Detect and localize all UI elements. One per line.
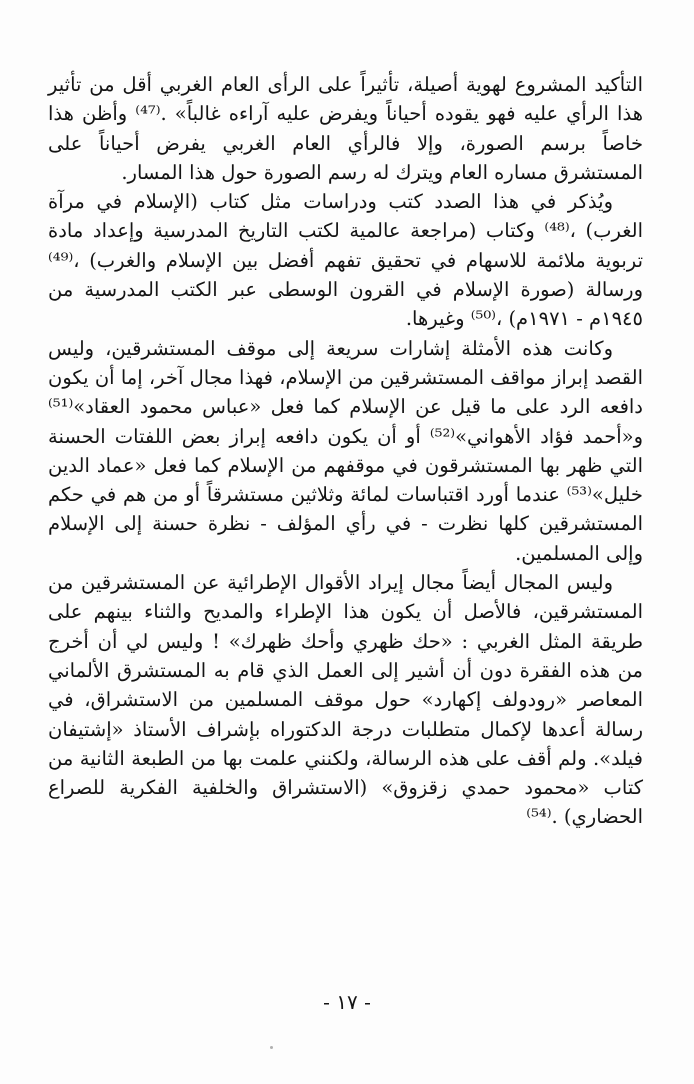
scan-speck — [270, 1046, 273, 1049]
paragraph-2: ويُذكر في هذا الصدد كتب ودراسات مثل كتاب (الإسلام في مرآة الغرب) ،⁽⁴⁸⁾ وكتاب (مراجعة عالمية لكتب التاريخ المدرسية وإعداد مادة تربوية ملائمة للاسهام في تحقيق تفهم أفضل بين الإسلام والغرب) ،⁽⁴⁹⁾ ورسالة (صورة الإسلام في القرون الوسطى عبر الكتب المدرسية من ١٩٤٥م - ١٩٧١م) ،⁽⁵⁰⁾ وغيرها. — [48, 190, 644, 331]
body-text — [48, 70, 643, 832]
page-footer — [0, 990, 694, 1014]
paragraph-1: التأكيد المشروع لهوية أصيلة، تأثيراً على الرأى العام الغربي أقل من تأثير هذا الرأي عليه فهو يقوده أحياناً ويفرض عليه آراءه غالباً» .⁽⁴⁷⁾ وأظن هذا خاصاً برسم الصورة، وإلا فالرأي العام الغربي يفرض أحياناً على المستشرق مساره العام ويترك له رسم الصورة حول هذا المسار. — [48, 73, 643, 184]
paragraph-4: وليس المجال أيضاً مجال إيراد الأقوال الإطرائية عن المستشرقين من المستشرقين، فالأصل أن يكون هذا الإطراء والمديح والثناء بينهم على طريقة المثل الغربي : «حك ظهري وأحك ظهرك» ! وليس لي أن أخرج من هذه الفقرة دون أن أشير إلى العمل الذي قام به المستشرق الألماني المعاصر «رودولف إكهارد» حول موقف المسلمين من الاستشراق، في رسالة أعدها لإكمال متطلبات درجة الدكتوراه بإشراف الأستاذ «إشتيفان فيلد». ولم أقف على هذه الرسالة، ولكنني علمت بها من الطبعة الثانية من كتاب «محمود حمدي زقزوق» (الاستشراق والخلفية الفكرية للصراع الحضاري) .⁽⁵⁴⁾ — [48, 571, 643, 829]
page-number: - ١٧ - — [323, 990, 371, 1014]
paragraph-3: وكانت هذه الأمثلة إشارات سريعة إلى موقف المستشرقين، وليس القصد إبراز مواقف المستشرقين من الإسلام، فهذا مجال آخر، إما أن يكون دافعه الرد على ما قيل عن الإسلام كما فعل «عباس محمود العقاد»⁽⁵¹⁾ و«أحمد فؤاد الأهواني»⁽⁵²⁾ أو أن يكون دافعه إبراز بعض اللفتات الحسنة التي ظهر بها المستشرقون في موقفهم من الإسلام كما فعل «عماد الدين خليل»⁽⁵³⁾ عندما أورد اقتباسات لمائة وثلاثين مستشرقاً أو من هم في حكم المستشرقين كلها نظرت - في رأي المؤلف - نظرة حسنة إلى الإسلام وإلى المسلمين. — [48, 336, 644, 565]
